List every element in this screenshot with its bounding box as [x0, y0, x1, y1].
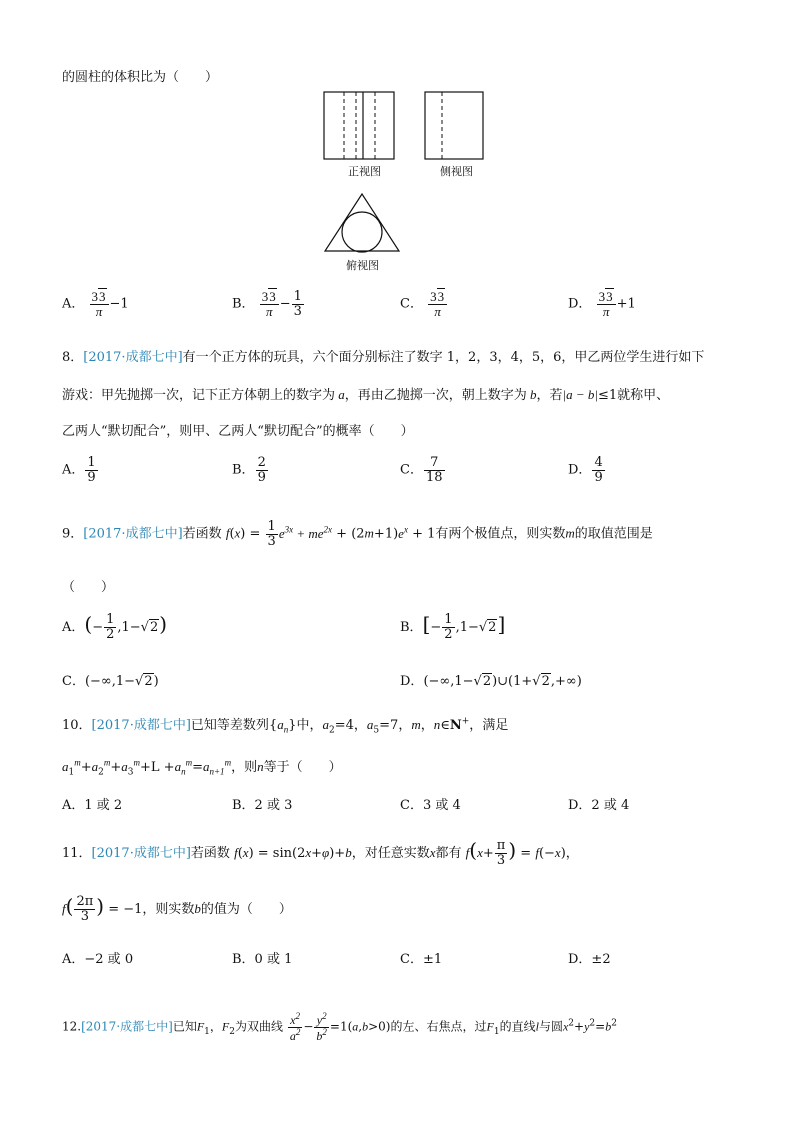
q7-tail: 的圆柱的体积比为（ ）	[62, 70, 219, 85]
top-view-circle	[342, 212, 382, 252]
front-view-rect	[324, 92, 394, 159]
q11-line-2: f( $\frac{2\pi}{3}$ ) = −1，则实数b的值为（ ）	[62, 894, 292, 924]
side-view-label: 侧视图	[440, 165, 473, 178]
q7-option-c[interactable]: C． $\frac{33}{\pi}$	[400, 290, 448, 318]
q7-option-b[interactable]: B． $\frac{33}{\pi}$ − $\frac{1}{3}$	[232, 289, 302, 319]
q9-option-d[interactable]: D．(−∞,1−√2)∪(1+√2,+∞)	[400, 674, 582, 689]
q10-option-d[interactable]: D．2 或 4	[568, 798, 630, 813]
q10-line-2: $a_1^m+a_2^m+a_3^m+L +a_n^m=a_{n+1}^m$，则n等于（ ）	[62, 757, 342, 778]
q10-line-1: 10．[2017·成都七中]已知等差数列$\{a_n\}$中，$a_2=4$，$a_5=7$，m，n∈N+，满足	[62, 716, 509, 736]
q12-source: [2017·成都七中]	[81, 1019, 173, 1034]
q10-option-b[interactable]: B．2 或 3	[232, 798, 293, 813]
q9-source: [2017·成都七中]	[83, 526, 183, 542]
q8-line-3: 乙两人“默切配合”，则甲、乙两人“默切配合”的概率（ ）	[62, 424, 414, 439]
q10-option-a[interactable]: A．1 或 2	[62, 798, 123, 813]
q8-option-c[interactable]: C． $\frac{7}{18}$	[400, 455, 443, 485]
q9-option-b[interactable]: B．[− $\frac{1}{2}$ ,1−√2]	[400, 612, 506, 642]
q11-option-c[interactable]: C．±1	[400, 952, 443, 967]
q8-option-d[interactable]: D． $\frac{4}{9}$	[568, 455, 603, 485]
top-view-label: 俯视图	[346, 259, 379, 272]
q11-option-a[interactable]: A．−2 或 0	[62, 952, 134, 967]
q8-source: [2017·成都七中]	[83, 350, 183, 365]
q9-option-c[interactable]: C．(−∞,1−√2)	[62, 674, 159, 689]
side-view-rect	[425, 92, 483, 159]
q7-option-a[interactable]: A． $\frac{33}{\pi}$ −1	[62, 289, 129, 319]
q11-option-b[interactable]: B．0 或 1	[232, 952, 293, 967]
three-view-figure	[315, 86, 495, 276]
q9-line-1: 9．[2017·成都七中]若函数 f(x) = $\frac{1}{3}$ $e^{3x} + me^{2x} + (2m+1)e^x + 1$有两个极值点，则实数m的取值范围是	[62, 519, 653, 549]
q7-option-d[interactable]: D． $\frac{33}{\pi}$ +1	[568, 289, 636, 319]
q8-line-1: 8．[2017·成都七中]有一个正方体的玩具，六个面分别标注了数字 1，2，3，4，5，6，甲乙两位学生进行如下	[62, 350, 705, 365]
q12-line-1: 12.[2017·成都七中]已知$F_1$，$F_2$为双曲线 $\frac{x^2}{a^2}$ − $\frac{y^2}{b^2}$ =1(a,b>0)的左、右焦点，过$F_1$的直线l与圆$x^2+y^2=b^2$	[62, 1011, 617, 1043]
q11-source: [2017·成都七中]	[91, 846, 191, 861]
front-view-label: 正视图	[348, 165, 381, 178]
q8-option-a[interactable]: A． $\frac{1}{9}$	[62, 455, 96, 485]
q8-line-2: 游戏：甲先抛掷一次，记下正方体朝上的数字为 a，再由乙抛掷一次，朝上数字为 b，若|a − b|≤1就称甲、	[62, 387, 670, 403]
q8-option-b[interactable]: B． $\frac{2}{9}$	[232, 455, 266, 485]
top-view-triangle	[325, 194, 399, 251]
q9-option-a[interactable]: A．(− $\frac{1}{2}$ ,1−√2)	[62, 612, 168, 642]
q11-option-d[interactable]: D．±2	[568, 952, 611, 967]
q10-source: [2017·成都七中]	[91, 718, 191, 733]
q10-option-c[interactable]: C．3 或 4	[400, 798, 461, 813]
q11-line-1: 11．[2017·成都七中]若函数 f(x) = sin(2x+φ)+b，对任意实数x都有 f(x+ $\frac{\pi}{3}$ ) = f(−x)，	[62, 838, 579, 868]
q9-line-2: （ ）	[62, 580, 115, 595]
